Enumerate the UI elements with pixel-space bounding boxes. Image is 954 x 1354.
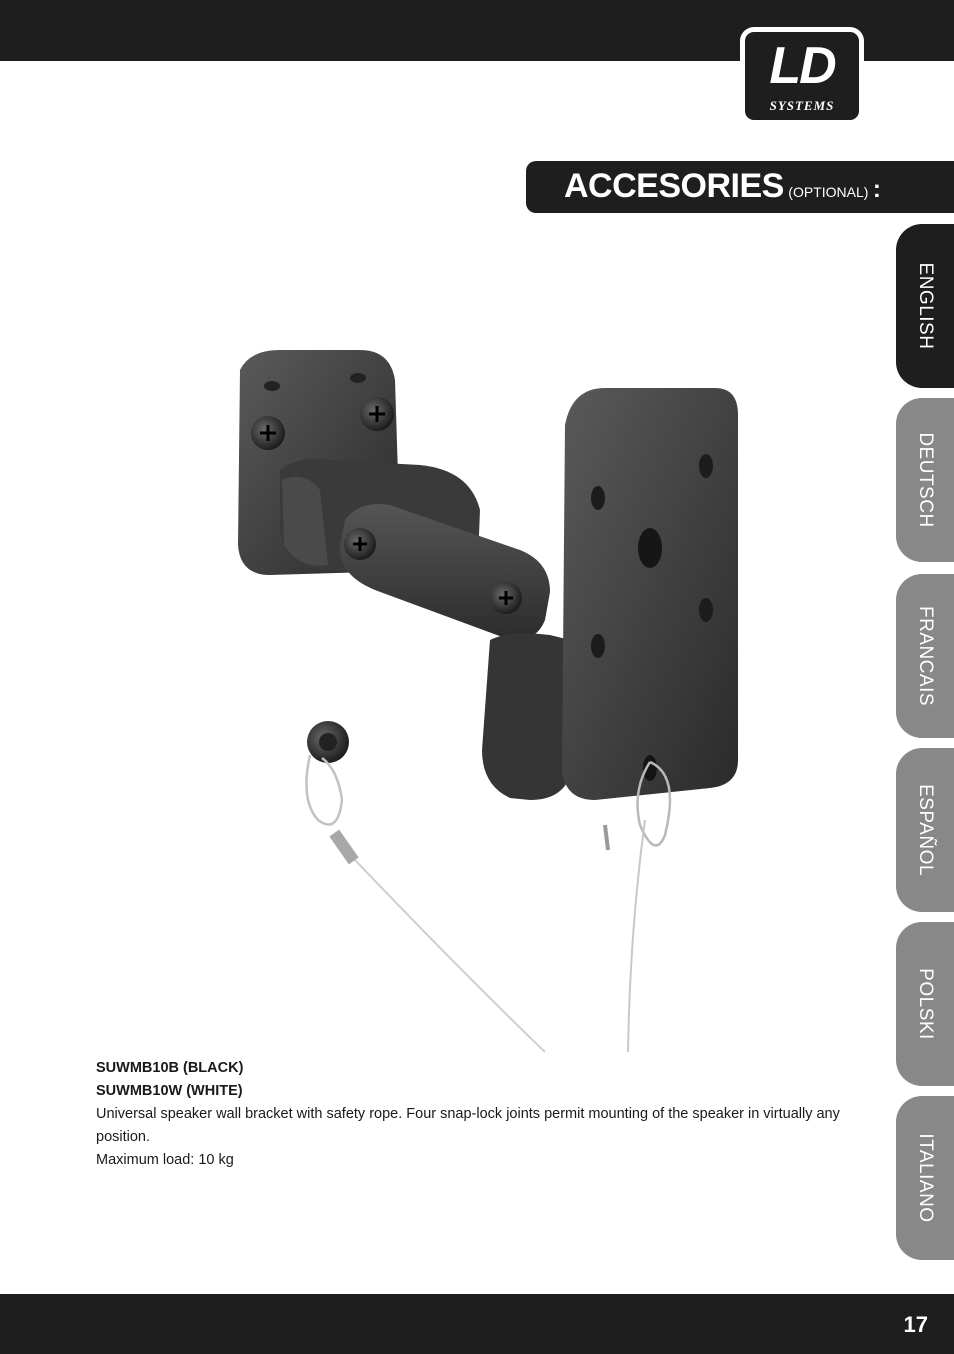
tab-label: ENGLISH (915, 262, 936, 350)
logo-frame (743, 30, 861, 122)
tab-polski[interactable] (896, 922, 954, 1086)
heading-main: ACCESORIES (564, 167, 784, 205)
tab-francais[interactable] (896, 574, 954, 738)
heading-sub: (OPTIONAL) (788, 184, 869, 200)
page-number: 17 (903, 1312, 928, 1337)
logo-sub: SYSTEMS (769, 98, 835, 113)
section-heading (564, 167, 881, 206)
wall-bracket-image (210, 330, 750, 1060)
tab-label: ESPAÑOL (915, 784, 936, 876)
product-description-text: Universal speaker wall bracket with safety rope. Four snap-lock joints permit mounting of the speaker in virtually any position. (96, 1106, 840, 1145)
product-description (96, 1057, 866, 1172)
heading-colon: : (872, 176, 881, 203)
product-code-black: SUWMB10B (BLACK) (96, 1060, 244, 1076)
tab-english[interactable] (896, 224, 954, 388)
tab-deutsch[interactable] (896, 398, 954, 562)
tab-label: FRANCAIS (915, 605, 936, 707)
product-max-load: Maximum load: 10 kg (96, 1152, 234, 1168)
section-heading-bar (526, 161, 954, 213)
bottom-bar (0, 1294, 954, 1354)
tab-label: POLSKI (915, 968, 936, 1040)
tab-label: ITALIANO (915, 1133, 936, 1223)
tab-italiano[interactable] (896, 1096, 954, 1260)
logo-brand: LD (769, 37, 835, 95)
tab-espanol[interactable] (896, 748, 954, 912)
product-code-white: SUWMB10W (WHITE) (96, 1083, 243, 1099)
tab-label: DEUTSCH (915, 432, 936, 528)
ld-systems-logo (740, 27, 864, 125)
